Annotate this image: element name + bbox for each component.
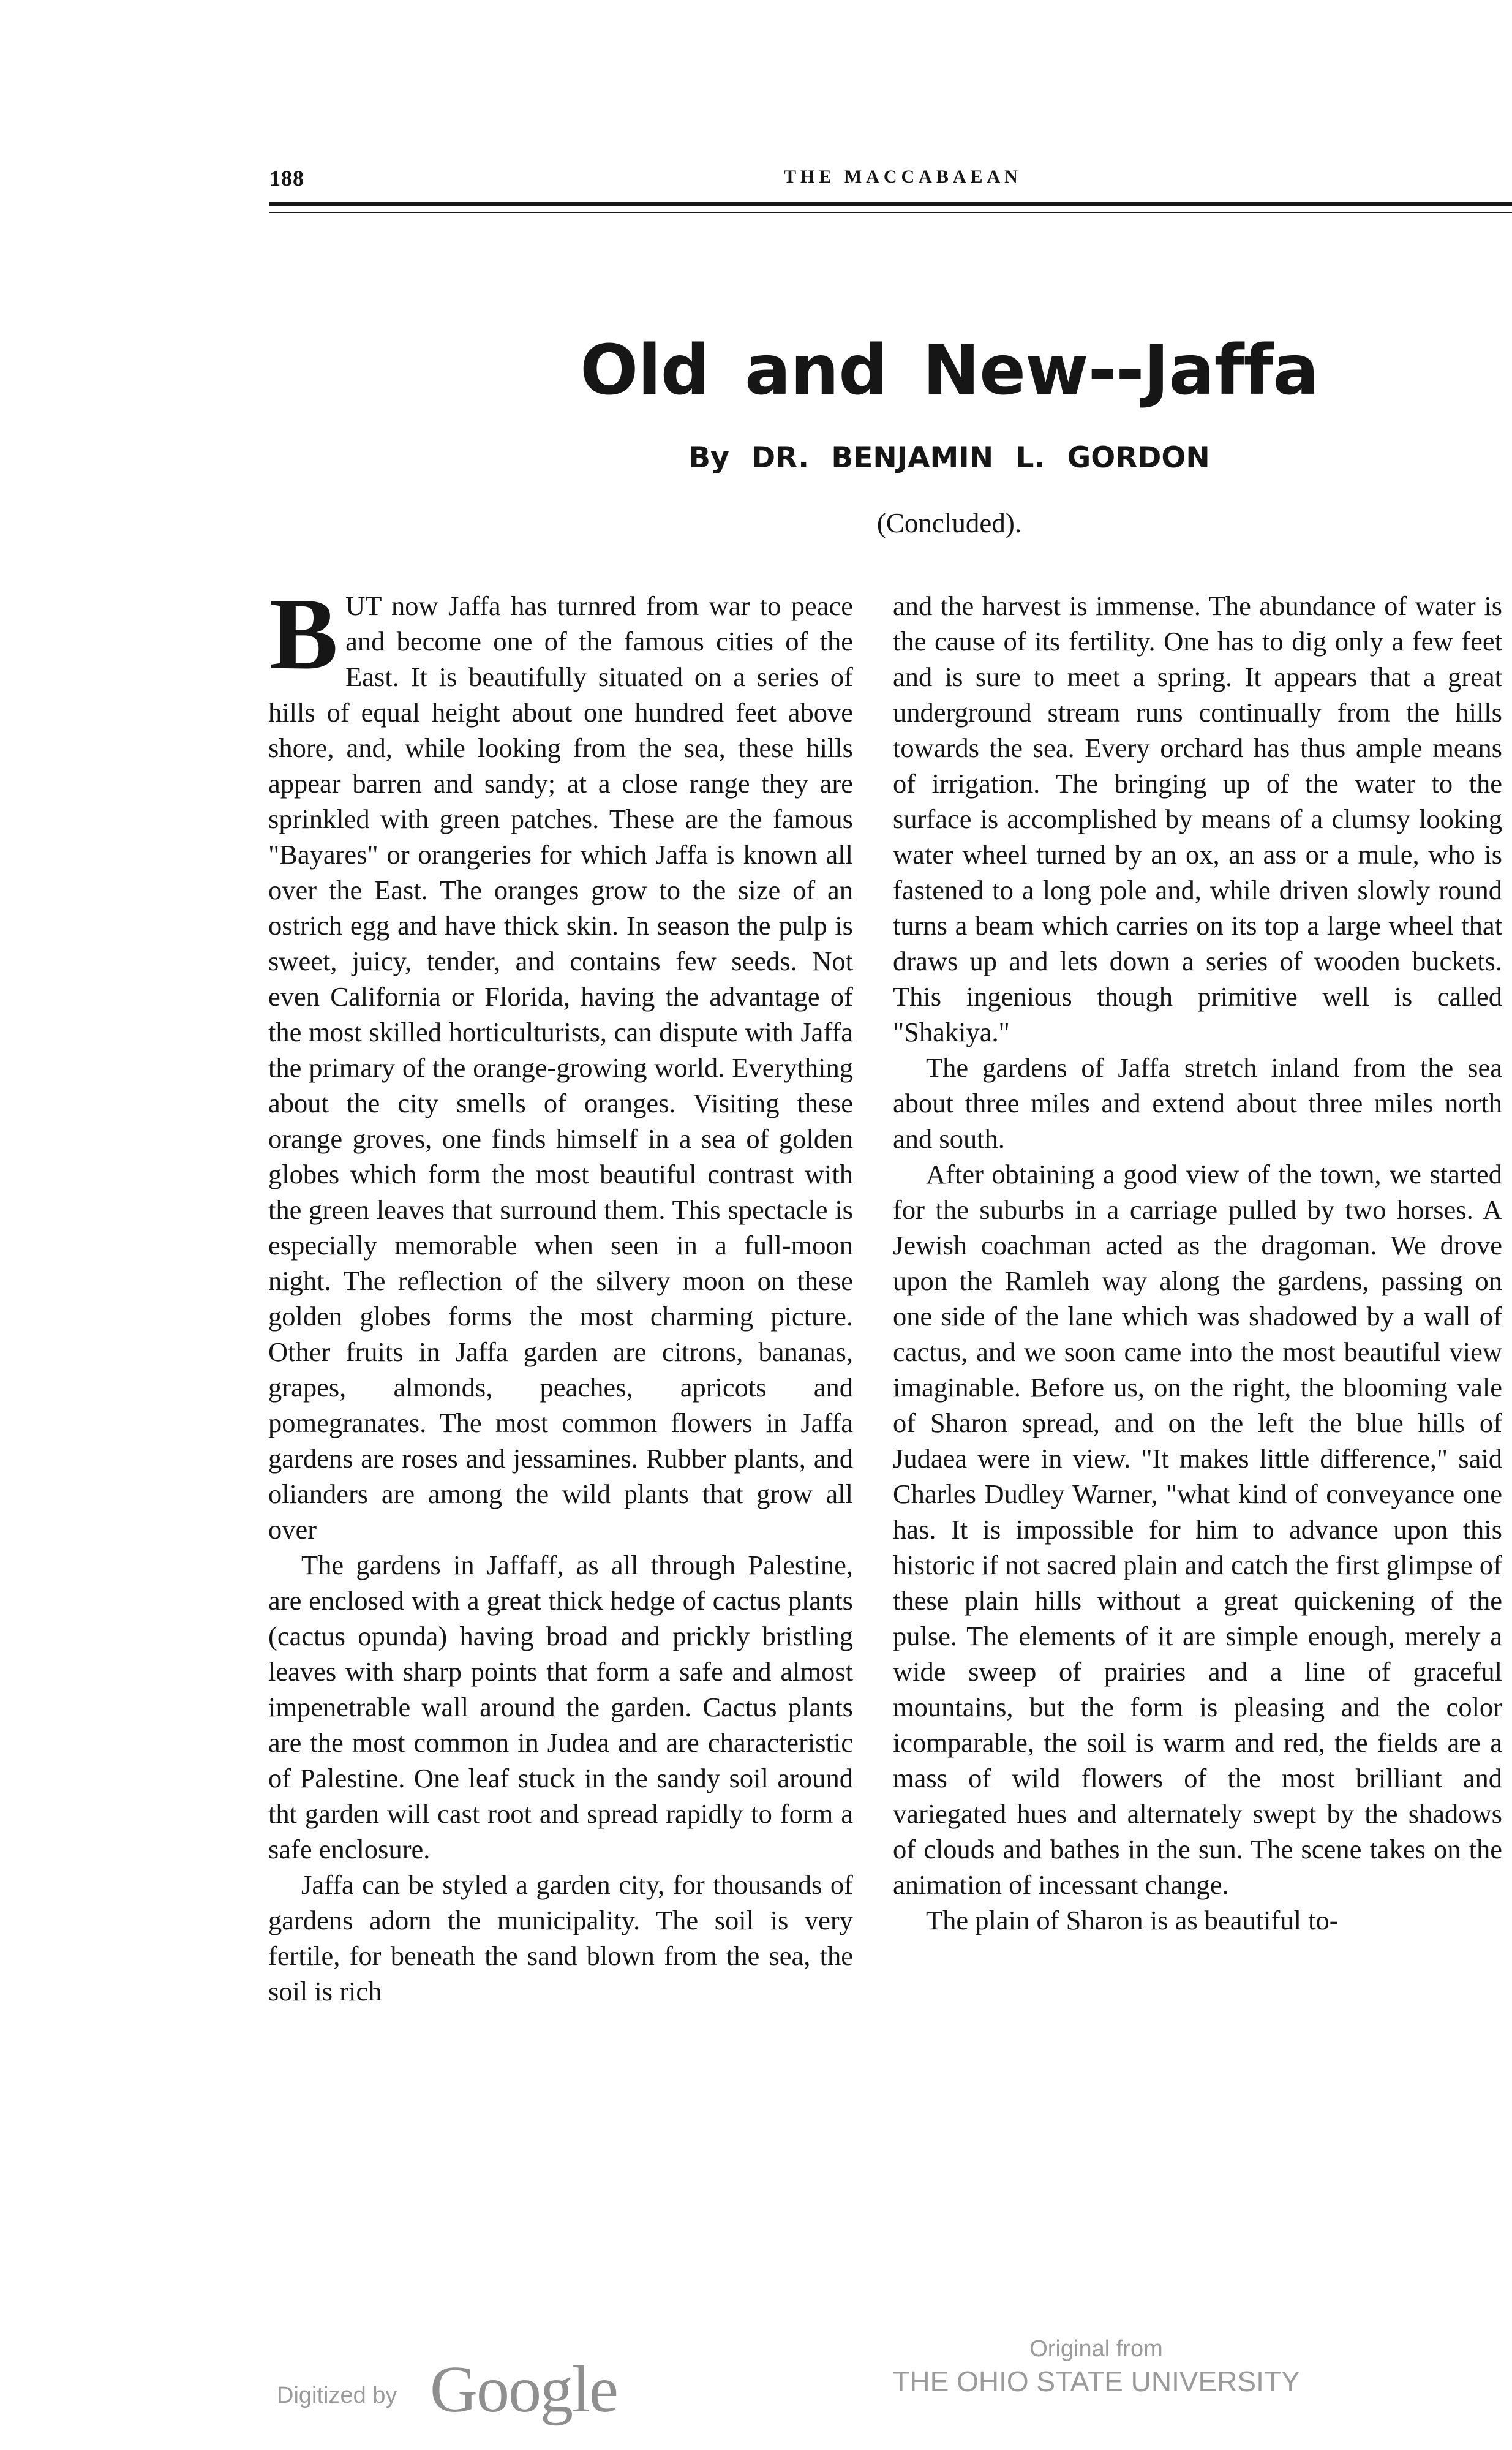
header-rule-thick — [269, 202, 1512, 206]
right-paragraph-2: The gardens of Jaffa stretch inland from the sea about three miles and extend about three miles north and south. — [893, 1052, 1502, 1154]
left-paragraph-3: Jaffa can be styled a garden city, for thousands of gardens adorn the municipality. The soil is very fertile, for beneath the sand blown from the sea, the soil is rich — [268, 1869, 853, 2007]
digitized-by-label: Digitized by — [277, 2383, 397, 2408]
running-head: THE MACCABAEAN — [784, 167, 1022, 187]
article-concluded-note: (Concluded). — [876, 508, 1022, 538]
drop-cap: B — [269, 577, 339, 691]
original-source-watermark — [851, 2334, 1341, 2399]
left-paragraph-1 — [268, 577, 853, 1547]
google-logo: Google — [430, 2353, 617, 2426]
original-from-label: Original from — [1029, 2336, 1163, 2362]
left-paragraph-2: The gardens in Jaffaff, as all through Palestine, are enclosed with a great thick hedge of cactus plants (cactus opunda) having broad and prickly bristling leaves with sharp points that form a safe and almost impenetrable wall around the garden. Cactus plants are the most common in Judea and are characteristic of Palestine. One leaf stuck in the sandy soil around tht garden will cast root and spread rapidly to form a safe enclosure. — [268, 1550, 853, 1864]
header-rule-thin — [269, 212, 1512, 213]
page-header — [269, 165, 1512, 214]
article-title: Old and New--Jaffa — [580, 331, 1318, 410]
left-paragraph-1-text: UT now Jaffa has turnred from war to peace and become one of the famous cities of the East. It is beautifully situated on a series of hills of equal height about one hundred feet above shore, and, while looking from the sea, these hills appear barren and sandy; at a close range they are sprinkled with green patches. These are the famous "Bayares" or orangeries for which Jaffa is known all over the East. The oranges grow to the size of an ostrich egg and have thick skin. In season the pulp is sweet, juicy, tender, and contains few seeds. Not even California or Florida, having the advantage of the most skilled horticulturists, can dispute with Jaffa the primary of the orange-growing world. Everything about the city smells of oranges. Visiting these orange groves, one finds himself in a sea of golden globes which form the most beautiful contrast with the green leaves that surround them. This spectacle is especially memorable when seen in a full-moon night. The reflection of the silvery moon on these golden globes forms the most charming picture. Other fruits in Jaffa garden are citrons, bananas, grapes, almonds, peaches, apricots and pomegranates. The most common flowers in Jaffa gardens are roses and jessamines. Rubber plants, and olianders are among the wild plants that grow all over — [268, 590, 853, 1545]
right-paragraph-3: After obtaining a good view of the town, we started for the suburbs in a carriage pulled by two horses. A Jewish coachman acted as the dragoman. We drove upon the Ramleh way along the gardens, passing on one side of the lane which was shadowed by a wall of cactus, and we soon came into the most beautiful view imaginable. Before us, on the right, the blooming vale of Sharon spread, and on the left the blue hills of Judaea were in view. "It makes little difference," said Charles Dudley Warner, "what kind of conveyance one has. It is impossible for him to advance upon this historic if not sacred plain and catch the first glimpse of these plain hills without a great quickening of the pulse. The elements of it are simple enough, merely a wide sweep of prairies and a line of graceful mountains, but the form is pleasing and the color icomparable, the soil is warm and red, the fields are a mass of wild flowers of the most brilliant and variegated hues and alternately swept by the shadows of clouds and bathes in the sun. The scene takes on the animation of incessant change. — [893, 1159, 1502, 1900]
right-paragraph-1: and the harvest is immense. The abundance of water is the cause of its fertility. One has to dig only a few feet and is sure to meet a spring. It appears that a great underground stream runs continually from the hills towards the sea. Every orchard has thus ample means of irrigation. The bringing up of the water to the surface is accomplished by means of a clumsy looking water wheel turned by an ox, an ass or a mule, who is fastened to a long pole and, while driven slowly round turns a beam which carries on its top a large wheel that draws up and lets down a series of wooden buckets. This ingenious though primitive well is called "Shakiya." — [893, 590, 1502, 1047]
university-label: THE OHIO STATE UNIVERSITY — [892, 2365, 1300, 2397]
article-byline: By DR. BENJAMIN L. GORDON — [688, 441, 1210, 475]
right-column — [893, 588, 1502, 1938]
right-paragraph-4: The plain of Sharon is as beautiful to- — [926, 1905, 1339, 1936]
left-column — [268, 577, 853, 2009]
page-number: 188 — [269, 166, 304, 190]
